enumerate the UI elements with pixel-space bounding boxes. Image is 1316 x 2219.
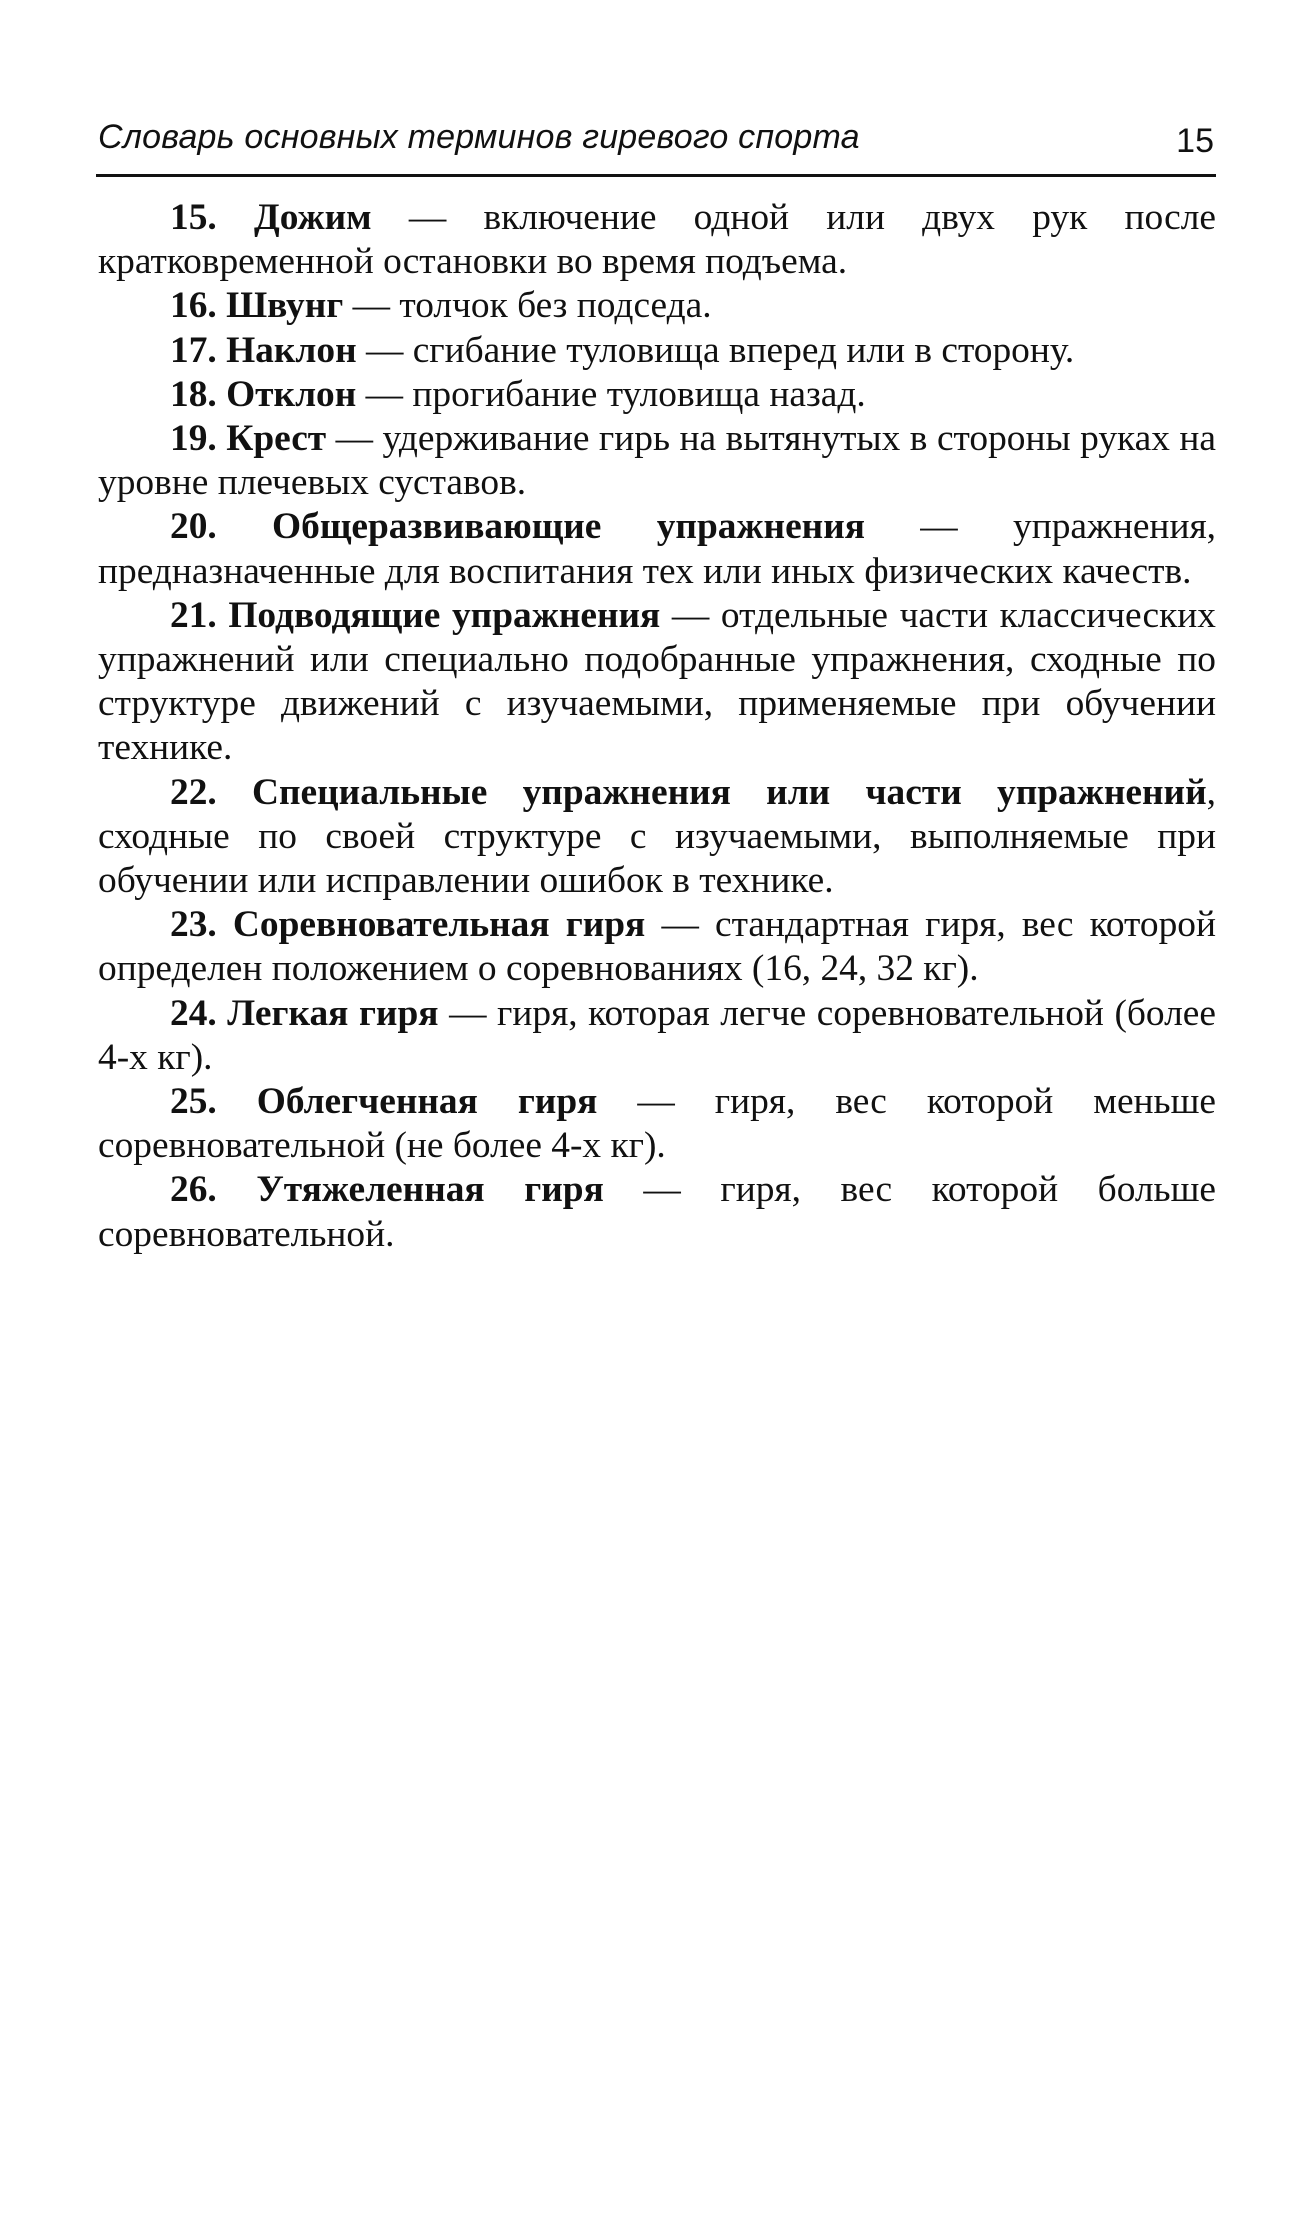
entry-term: 25. Облегченная гиря — [170, 1081, 598, 1123]
entry-term: 19. Крест — [170, 418, 327, 460]
entry-definition: — включение одной или двух рук после кратковременной остановки во время подъема. — [98, 197, 1216, 283]
entry-definition: — стандартная гиря, вес которой определен положением о соревнованиях (16, 24, 32 кг). — [98, 904, 1216, 990]
entry-definition: , сходные по своей структуре с изучаемыми, выполняемые при обучении или исправлении ошибок в технике. — [98, 771, 1216, 902]
glossary-entry — [98, 992, 1216, 1080]
entry-definition: — толчок без подседа. — [343, 285, 712, 327]
entry-definition: — гиря, вес которой меньше соревновательной (не более 4-х кг). — [98, 1081, 1216, 1167]
glossary-entry — [98, 1168, 1216, 1256]
entry-term: 26. Утяжеленная гиря — [170, 1169, 604, 1211]
glossary-entries — [98, 196, 1216, 1257]
glossary-entry — [98, 594, 1216, 771]
glossary-entry — [98, 284, 1216, 328]
header-title: Словарь основных терминов гиревого спорта — [98, 118, 860, 156]
entry-term: 16. Швунг — [170, 285, 344, 327]
entry-term: 21. Подводящие упражнения — [170, 594, 661, 636]
glossary-entry — [98, 417, 1216, 505]
entry-definition: — удерживание гирь на вытянутых в стороны руках на уровне плечевых суставов. — [98, 418, 1217, 504]
entry-term: 15. Дожим — [170, 197, 372, 238]
entry-definition: — упражнения, предназначенные для воспитания тех или иных физических качеств. — [98, 506, 1216, 592]
entry-term: 20. Общеразвивающие упражнения — [170, 506, 865, 548]
glossary-entry — [98, 329, 1216, 373]
running-header — [96, 108, 1216, 177]
entry-definition: — сгибание туловища вперед или в сторону. — [356, 329, 1075, 371]
entry-term: 18. Отклон — [170, 373, 357, 415]
entry-term: 23. Соревновательная гиря — [170, 904, 646, 946]
glossary-entry — [98, 1080, 1216, 1168]
glossary-entry — [98, 505, 1216, 593]
glossary-entry — [98, 196, 1216, 284]
glossary-entry — [98, 373, 1216, 417]
entry-definition: — прогибание туловища назад. — [356, 373, 866, 415]
entry-term: 24. Легкая гиря — [170, 992, 439, 1034]
entry-term: 22. Специальные упражнения или части упражнений — [170, 771, 1207, 813]
entry-term: 17. Наклон — [170, 329, 357, 371]
glossary-entry — [98, 771, 1216, 904]
glossary-entry — [98, 903, 1216, 991]
page-number: 15 — [1176, 122, 1214, 160]
entry-definition: — гиря, которая легче соревновательной (более 4-х кг). — [98, 992, 1216, 1078]
entry-definition: — отдельные части классических упражнений или специально подобранные упражнения, сходные по структуре движений с изучаемыми, применяемые при обучении технике. — [98, 594, 1216, 769]
entry-definition: — гиря, вес которой больше соревновательной. — [98, 1169, 1216, 1255]
